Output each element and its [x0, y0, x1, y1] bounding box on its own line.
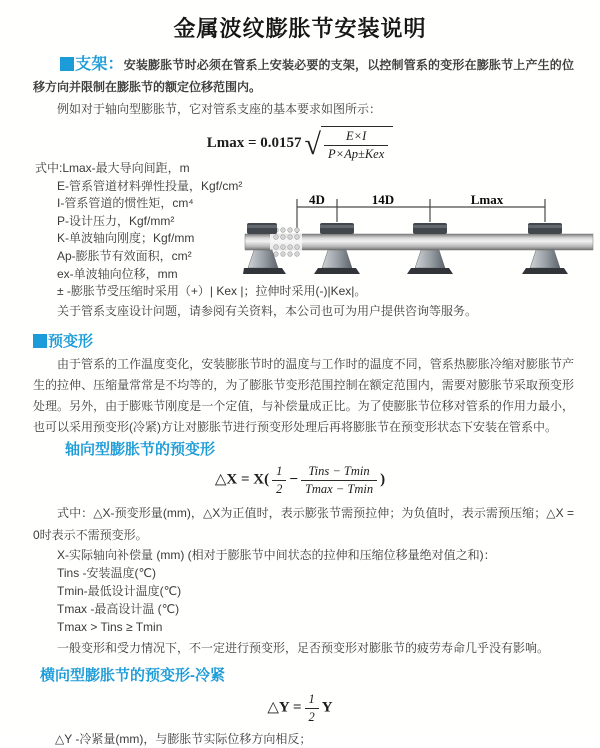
axial-variable-line: Tmin-最低设计温度(℃)	[57, 583, 182, 598]
predeform-section-label: 预变形	[48, 332, 94, 350]
fraction-denominator: P×Ap±Kex	[328, 147, 385, 161]
axial-formula-close-paren: )	[380, 471, 386, 487]
axial-formula-half: $\frac{1}{2}$	[272, 464, 286, 497]
support-section-intro	[33, 54, 574, 98]
axial-formula	[0, 460, 600, 498]
variable-line: K-单波轴向刚度；Kgf/mm	[57, 231, 195, 246]
variable-line: ± -膨胀节受压缩时采用（+）| Kex |；拉伸时采用(-)|Kex|。	[57, 284, 367, 299]
lateral-formula-lhs: △Y =	[267, 699, 302, 715]
variable-line: I-管系管道的惯性矩，cm⁴	[57, 196, 194, 211]
dimension-label-4d: 4D	[309, 192, 325, 207]
variable-line: E-管系管道材料弹性投量，Kgf/cm²	[57, 178, 243, 193]
support-section-label: 支架：	[75, 56, 124, 73]
axial-footer-text: 一般变形和受力情况下，不一定进行预变形，足否预变形对膨胀节的疲劳寿命几乎没有影响。	[57, 640, 550, 655]
predeform-body-text: 由于管系的工作温度变化，安装膨胀节时的温度与工作时的温度不同，管系热膨胀冷缩对膨胀节产生的拉伸、压缩量常常是不均等的，为了膨胀节变形范围控制在额定范围内，需要对膨胀节采取预变形处理。另外，由于膨账节刚度是一个定值，与补偿量成正比。为了使膨胀节位移对管系的作用力最小，也可以采用预变形(冷紧)方让对膨胀节进行预变形处理后再将膨胀节在预变形状态下安装在管系中。	[33, 356, 574, 434]
axial-variable-line: Tins -安装温度(℃)	[57, 565, 157, 580]
variable-line: Ap-膨胀节有效面积，cm²	[57, 248, 192, 263]
axial-variable-line: Tmax > Tins ≥ Tmin	[57, 619, 163, 634]
radical-sign: √ $\frac{E\times I}{\text{P×Ap±Kex}}$	[305, 126, 394, 162]
axial-variable-legend	[57, 546, 600, 636]
axial-formula-temp-fraction: $\frac{\text{Tins − Tmin}}{Tmax - Tmin}$	[301, 464, 377, 497]
lmax-formula-lhs: Lmax = 0.0157	[206, 134, 302, 151]
page-title: 金属波纹膨胀节安装说明	[173, 16, 427, 41]
dimension-label-lmax: Lmax	[470, 192, 504, 207]
variable-line: P-设计压力，Kgf/mm²	[57, 213, 175, 228]
axial-explanation-text: 式中：△X-预变形量(mm)，△X为正值时，表示膨张节需预拉伸；为负值时，表示需预压缩；△X = 0时表示不需预变形。	[33, 505, 574, 542]
variable-line: ex-单波轴向位移，mm	[57, 266, 178, 281]
variable-line: 式中:Lmax-最大导向间距，m	[35, 161, 190, 175]
lmax-formula	[0, 122, 600, 161]
axial-subheading: 轴向型膨胀节的预变形	[65, 440, 216, 458]
lmax-formula-fraction	[324, 129, 388, 162]
dimension-label-14d: 14D	[371, 192, 395, 207]
predeform-section-header	[33, 330, 600, 350]
axial-variable-line: X-实际轴向补偿量 (mm) (相对于膨胀节中间状态的拉伸和压缩位移量绝对值之和)：	[57, 547, 496, 562]
lateral-explanation-text: △Y -冷紧量(mm)，与膨胀节实际位移方向相反；	[55, 731, 312, 746]
support-note-text: 关于管系支座设计问题，请参阅有关资料，本公司也可为用户提供咨询等服务。	[57, 303, 478, 318]
lateral-formula-half: $\frac{1}{2}$	[305, 692, 319, 725]
section-marker-icon	[33, 334, 47, 348]
axial-formula-lhs: △X = X(	[214, 471, 270, 487]
lateral-formula-rhs: Y	[321, 699, 333, 715]
fraction-numerator: E×I	[324, 129, 388, 146]
section-marker-icon	[60, 57, 74, 71]
lateral-subheading: 横向型膨胀节的预变形-冷紧	[40, 666, 225, 684]
support-example-text: 例如对于轴向型膨胀节，它对管系支座的基本要求如图所示：	[57, 102, 382, 116]
pipe-support-diagram-svg	[243, 192, 595, 288]
axial-variable-line: Tmax -最高设计温 (℃)	[57, 601, 180, 616]
lateral-formula	[0, 688, 600, 722]
pipe-support-diagram	[243, 192, 595, 288]
support-intro-text: 安装膨胀节时必须在管系上安装必要的支架，以控制管系的变形在膨胀节上产生的位移方向并限制在膨胀节的额定位移范围内。	[33, 58, 574, 94]
axial-formula-minus: −	[289, 471, 298, 487]
